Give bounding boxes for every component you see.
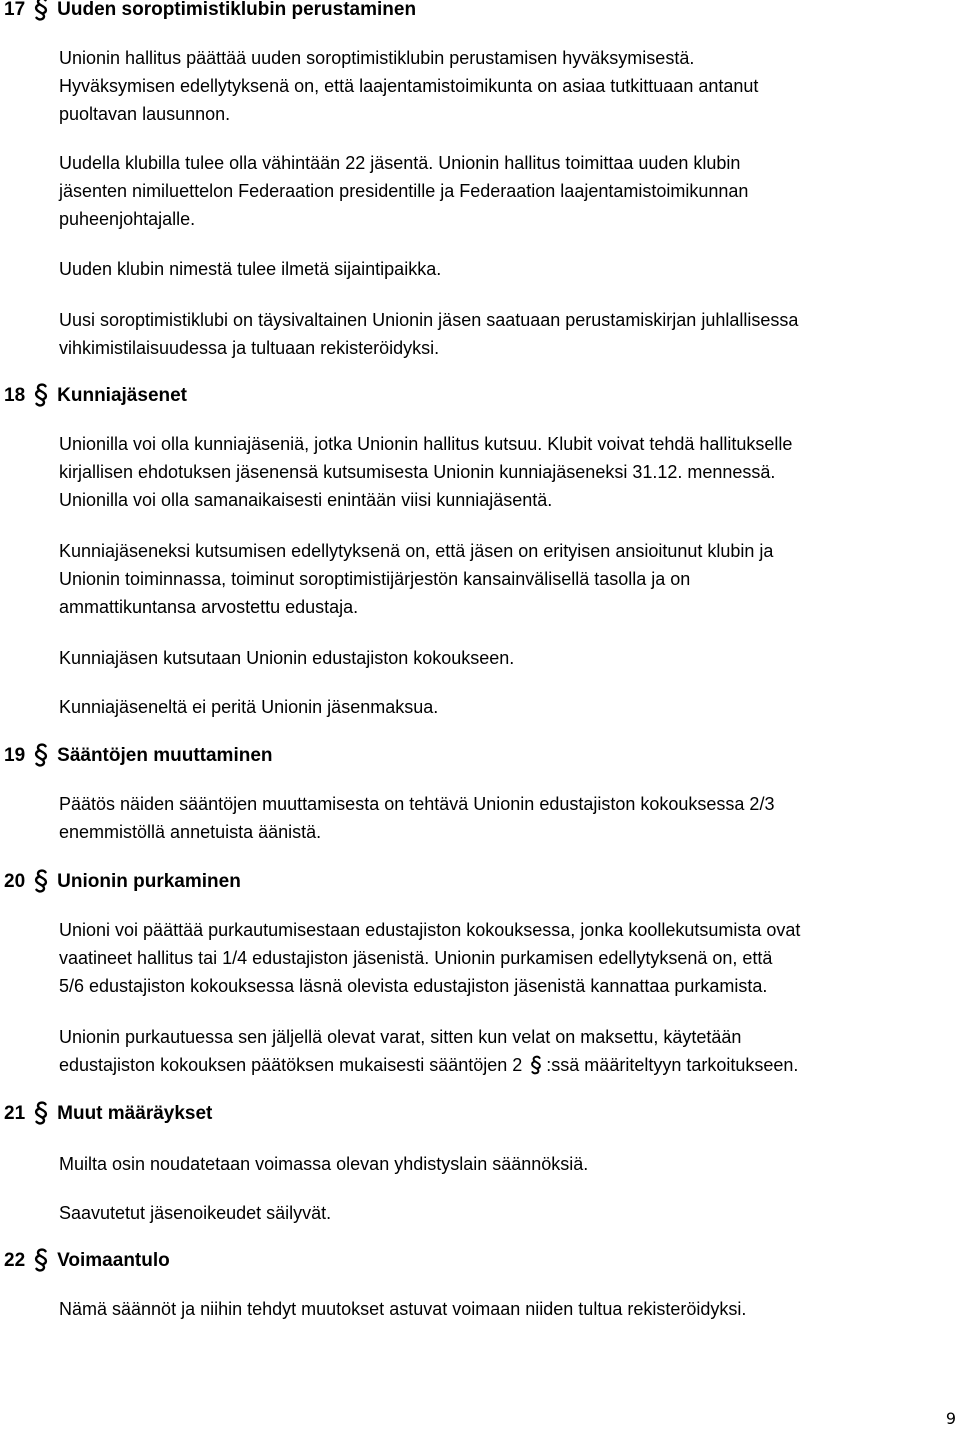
section-heading-20	[4, 869, 241, 895]
paragraph	[59, 916, 959, 1000]
section-sign-icon	[31, 869, 51, 893]
section-title: Voimaantulo	[57, 1250, 170, 1271]
text-line: kirjallisen ehdotuksen jäsenensä kutsumisesta Unionin kunniajäseneksi 31.12. mennessä.	[59, 462, 776, 482]
section-title: Unionin purkaminen	[57, 871, 241, 892]
paragraph	[59, 1199, 959, 1227]
section-sign-icon	[31, 1248, 51, 1272]
text-line: Muilta osin noudatetaan voimassa olevan yhdistyslain säännöksiä.	[59, 1154, 589, 1174]
text-line: Nämä säännöt ja niihin tehdyt muutokset astuvat voimaan niiden tultua rekisteröidyksi.	[59, 1299, 747, 1319]
text-line: Päätös näiden sääntöjen muuttamisesta on tehtävä Unionin edustajiston kokouksessa 2/3	[59, 794, 775, 814]
text-line: Uusi soroptimistiklubi on täysivaltainen Unionin jäsen saatuaan perustamiskirjan juhlallisessa	[59, 310, 799, 330]
section-sign-icon	[31, 0, 51, 21]
text-line: Hyväksymisen edellytyksenä on, että laajentamistoimikunta on asiaa tutkittuaan antanut	[59, 76, 759, 96]
section-sign-icon	[31, 383, 51, 407]
section-number: 19	[4, 745, 26, 766]
text-line: enemmistöllä annetuista äänistä.	[59, 822, 322, 842]
section-title: Muut määräykset	[57, 1103, 213, 1124]
text-line: Uudella klubilla tulee olla vähintään 22 jäsentä. Unionin hallitus toimittaa uuden klubin	[59, 153, 741, 173]
section-heading-21	[4, 1101, 212, 1127]
paragraph	[59, 1295, 959, 1323]
section-heading-19	[4, 743, 273, 769]
section-number: 21	[4, 1103, 26, 1124]
text-line: vaatineet hallitus tai 1/4 edustajiston jäsenistä. Unionin purkamisen edellytyksenä on, että	[59, 948, 773, 968]
section-sign-icon	[31, 1101, 51, 1125]
paragraph	[59, 644, 959, 672]
paragraph	[59, 255, 959, 283]
text-line: Kunniajäseneksi kutsumisen edellytyksenä on, että jäsen on erityisen ansioitunut klubin ja	[59, 541, 774, 561]
text-line: Unionin purkautuessa sen jäljellä olevat varat, sitten kun velat on maksettu, käytetään	[59, 1027, 742, 1047]
paragraph	[59, 537, 959, 621]
text-line: Saavutetut jäsenoikeudet säilyvät.	[59, 1203, 332, 1223]
section-title: Uuden soroptimistiklubin perustaminen	[57, 0, 417, 20]
section-number: 20	[4, 871, 26, 892]
text-line: vihkimistilaisuudessa ja tultuaan rekisteröidyksi.	[59, 338, 440, 358]
text-line: ammattikuntansa arvostettu edustaja.	[59, 597, 359, 617]
text-line: 5/6 edustajiston kokouksessa läsnä olevista edustajiston jäsenistä kannattaa purkamista.	[59, 976, 768, 996]
text-line: Kunniajäsen kutsutaan Unionin edustajiston kokoukseen.	[59, 648, 515, 668]
section-title: Kunniajäsenet	[57, 385, 188, 406]
text-line: puheenjohtajalle.	[59, 209, 196, 229]
text-line: Unionilla voi olla samanaikaisesti enintään viisi kunniajäsentä.	[59, 490, 553, 510]
section-heading-17	[4, 0, 416, 23]
paragraph	[59, 1150, 959, 1178]
text-line: Unioni voi päättää purkautumisestaan edustajiston kokouksessa, jonka koollekutsumista ovat	[59, 920, 801, 940]
text-line: puoltavan lausunnon.	[59, 104, 231, 124]
section-sign-icon	[528, 1055, 544, 1075]
paragraph	[59, 693, 959, 721]
text-line: Uuden klubin nimestä tulee ilmetä sijaintipaikka.	[59, 259, 442, 279]
text-fragment: :ssä määriteltyyn tarkoitukseen.	[546, 1055, 799, 1075]
paragraph	[59, 44, 959, 128]
page-number: 9	[945, 1409, 956, 1428]
section-heading-22	[4, 1248, 170, 1274]
text-fragment: edustajiston kokouksen päätöksen mukaisesti sääntöjen 2	[59, 1055, 523, 1075]
section-number: 18	[4, 385, 26, 406]
text-line: Unionilla voi olla kunniajäseniä, jotka Unionin hallitus kutsuu. Klubit voivat tehdä hallitukselle	[59, 434, 793, 454]
paragraph	[59, 149, 959, 233]
paragraph	[59, 1023, 959, 1079]
paragraph	[59, 790, 959, 846]
paragraph	[59, 430, 959, 514]
text-line	[59, 1051, 959, 1079]
text-line: Unionin hallitus päättää uuden soroptimistiklubin perustamisen hyväksymisestä.	[59, 48, 695, 68]
section-title: Sääntöjen muuttaminen	[57, 745, 273, 766]
section-sign-icon	[31, 743, 51, 767]
section-number: 22	[4, 1250, 26, 1271]
section-number: 17	[4, 0, 26, 20]
section-heading-18	[4, 383, 187, 409]
paragraph	[59, 306, 959, 362]
text-line: Unionin toiminnassa, toiminut soroptimistijärjestön kansainvälisellä tasolla ja on	[59, 569, 691, 589]
text-line: Kunniajäseneltä ei peritä Unionin jäsenmaksua.	[59, 697, 439, 717]
text-line: jäsenten nimiluettelon Federaation presidentille ja Federaation laajentamistoimikunnan	[59, 181, 749, 201]
